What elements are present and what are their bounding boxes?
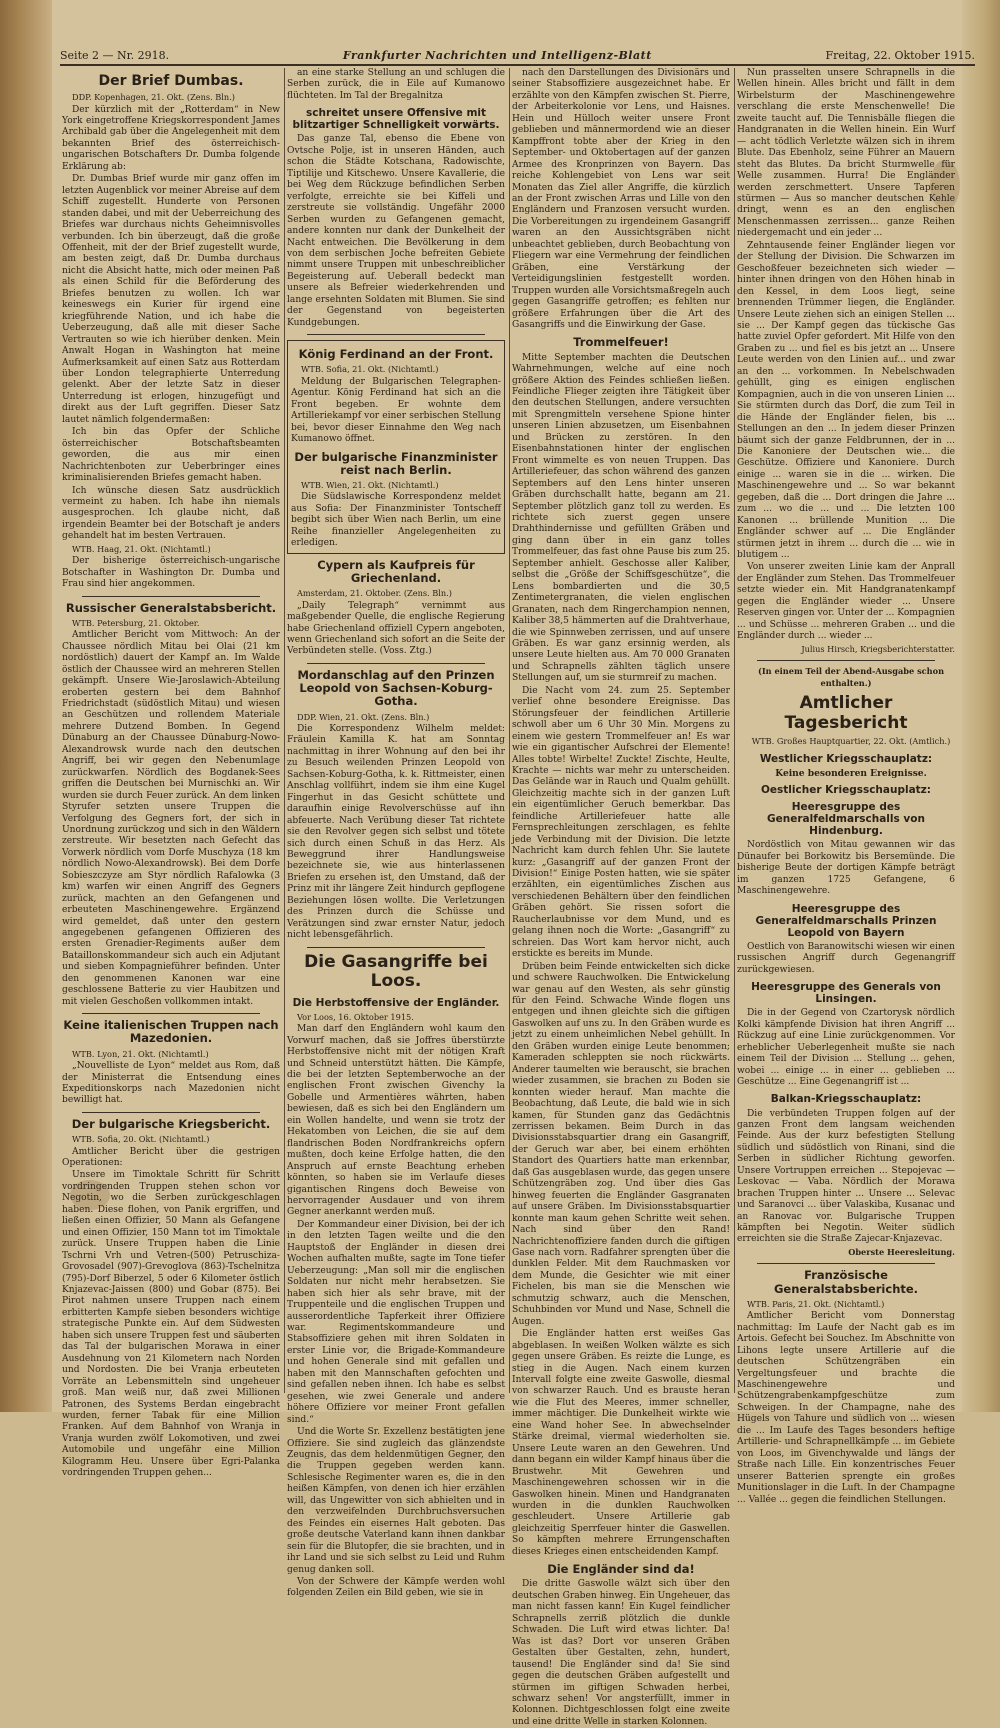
divider [757, 1263, 935, 1264]
headline: Russischer Generalstabsbericht. [65, 600, 277, 615]
paragraph: an eine starke Stellung an und schlugen die Serben zurück, die in Eile auf Kumanowo flüchteten. Im Tal der Bregalnitza [287, 68, 505, 101]
signature: Julius Hirsch, Kriegsberichterstatter. [801, 643, 955, 654]
paragraph: Oestlich von Baranowitschi wiesen wir einen russischen Angriff durch Gegenangriff zurückgewiesen. [737, 941, 955, 975]
paragraph: Von unserer zweiten Linie kam der Anprall der Engländer zum Stehen. Das Trommelfeuer setzte wieder ein. Mit Handgranatenkampf gegen die Engländer wieder ... Unsere Reserven gingen vor. Unter der ... Kompagnien ... und Schüsse ... mehreren Graben ... und die Engländer durch ... wieder ... [737, 562, 955, 642]
divider [757, 660, 935, 661]
paragraph: Amtlicher Bericht über die gestrigen Operationen: [62, 1146, 280, 1169]
paragraph: Meldung der Bulgarischen Telegraphen-Agentur. König Ferdinand hat sich an die Front begeben. Er wohnte dem Artilleriekampf vor einer serbischen Stellung bei, bevor dieser Einnahme den Weg nach Kumanowo öffnet. [291, 376, 501, 445]
divider [82, 596, 260, 597]
paragraph: „Daily Telegraph“ vernimmt aus maßgebender Quelle, die englische Regierung habe Griechenland offiziell Cypern angeboten, wenn Griechenland sich sofort an die Seite der Verbündeten stelle. (Voss. Ztg.) [287, 600, 505, 657]
divider [82, 1112, 260, 1113]
headline: Der Brief Dumbas. [98, 73, 244, 89]
dateline: WTB. Petersburg, 21. Oktober. [72, 617, 200, 628]
dateline: WTB. Sofia, 21. Okt. (Nichtamtl.) [301, 364, 439, 375]
headline: Mordanschlag auf den Prinzen Leopold von Sachsen-Koburg-Gotha. [297, 667, 495, 709]
paragraph: Ich wünsche diesen Satz ausdrücklich vermeint zu haben. Ich habe ihn niemals ausgesprochen. Ich glaube nicht, daß irgendein Beamter bei der Botschaft je anders gehandelt hat im besten Vertrauen. [62, 485, 280, 542]
subheadline: Oestlicher Kriegsschauplatz: [760, 784, 931, 797]
headline: Der bulgarische Kriegsbericht. [71, 1116, 271, 1131]
paragraph: Der Kommandeur einer Division, bei der ich in den letzten Tagen weilte und die den Hauptstoß der Engländer in diesen drei Wochen aufhalten mußte, sagte im Tone tiefer Ueberzeugung: „Man soll mir die englischen Soldaten nur nicht mehr herabsetzen. Sie haben sich hier als sehr brave, mit der Truppenteile und die englischen Truppen und ausserordentliche Tapferkeit ihrer Offiziere war. Regimentskommandeure und Stabsoffiziere gehen mit ihren Soldaten in erster Linie vor, die Brigade-Kommandeure und hohen Generale sind mit gefallen und haben mit den Mannschaften gefochten und sind gefallen neben ihnen. Ich habe es selbst gesehen, wie zwei Generale und andere höhere Offiziere vor meiner Front gefallen sind.“ [287, 1219, 505, 1425]
paragraph: Zehntausende feiner Engländer liegen vor der Stellung der Division. Die Schwarzen im Geschoßfeuer bezeichneten sich wieder — hinter ihnen dringen von den Höhen hinab in den Kessel, in dem Loos liegt, seine brennenden Trümmer liegen, die Engländer. Unsere Leute ziehen sich an einigen Stellen ... sie ... Der Kampf gegen das tückische Gas hatte zuviel Opfer gefordert. Mit Hilfe von den Graben zu ... und fiel es bis jetzt an ... Unsere Leute werden von den Linien auf... und zwar an den ... vorkommen. In Nebelschwaden gehüllt, ging es einigen englischen Kompagnien, auch in die von unseren Linien ... Sie stürmten durch das Dorf, die zum Teil in die Hände der Engländer fielen, bis ... Stellungen an den ... In jedem dieser Prinzen bäumt sich der ganze Feldbrunnen, der in ... Die Kanoniere der Deutschen wie... die Geschütze. Offiziere und Kanoniere. Durch einige ... waren sie in die ... wirken. Die Maschinengewehre und ... So war bekannt gegeben, daß die ... Dort dringen die Jahre ... zum ... wo die ... und ... Die letzten 100 Kanonen ... brüllende Munition ... Die Engländer schwer auf ... Die Engländer stürmen jetzt in ihrem ... durch die ... wie in blutigem ... [737, 240, 955, 561]
paragraph: Nordöstlich von Mitau gewannen wir das Dünaufer bei Borkowitz bis Bersemünde. Die bisherige Beute der dortigen Kämpfe beträgt im ganzen 1725 Gefangene, 6 Maschinengewehre. [737, 840, 955, 897]
headline: Der bulgarische Finanzminister reist nach Berlin. [294, 449, 498, 477]
paragraph: Das ganze Tal, ebenso die Ebene von Ovtsche Polje, ist in unseren Händen, auch schon die Städte Kotschana, Radowischte, Tiptilije und Kitschewo. Unsere Kavallerie, die bei Weg dem Rückzuge befindlichen Serben verfolgte, erreichte sie bei Kiffeli und zerstreute sie vollständig. Ungefähr 2000 Serben wurden zu Gefangenen gemacht, andere konnten nur dank der Dunkelheit der Nacht entweichen. Die Bevölkerung in dem von dem serbischen Joche befreiten Gebiete nimmt unsere Truppen mit unbeschreiblicher Begeisterung auf. Ueberall bedeckt man unsere als Befreier wiederkehrenden und lange ersehnten Soldaten mit Blumen. Sie sind der Gegenstand von begeisterten Kundgebungen. [287, 134, 505, 328]
paragraph: Die dritte Gaswolle wälzt sich über den deutschen Graben hinweg. Ein Ungeheuer, das man nicht fassen kann! Ein Kugel feindlicher Schrapnells zerriß plötzlich die dunkle Schwaden. Die Luft wird etwas lichter. Da! Was ist das? Dort vor unseren Gräben Gestalten über Gestalten, zehn, hundert, tausend! Die Engländer sind da! Sie sind gegen die deutschen Gräben aufgestellt und stürmen im giftigen Schwaden herbei, schwarz sehen! Vor angsterfüllt, immer in Kolonnen. Dichtgeschlossen folgt eine zweite und eine dritte Welle in starken Kolonnen. [512, 1579, 730, 1727]
column-rule [284, 68, 285, 1393]
dateline: DDP. Kopenhagen, 21. Okt. (Zens. Bln.) [72, 92, 235, 103]
subheadline: Trommelfeuer! [573, 335, 669, 350]
dateline: Amsterdam, 21. Oktober. (Zens. Bln.) [297, 588, 452, 599]
newspaper-title: Frankfurter Nachrichten und Intelligenz-Blatt [342, 48, 652, 62]
paragraph: Der kürzlich mit der „Rotterdam“ in New York eingetroffene Kriegskorrespondent James Archibald gab über die Angelegenheit mit dem bekannten Brief des österreichisch-ungarischen Botschafters Dr. Dumba folgende Erklärung ab: [62, 104, 280, 172]
paragraph: Man darf den Engländern wohl kaum den Vorwurf machen, daß sie Joffres überstürzte Herbstoffensive nicht mit der nötigen Kraft und Schneid unterstützt hätten. Die Kämpfe, die bei der letzten Septemberwoche an der englischen Front zwischen Givenchy la Gobelle und Armentières währten, haben bewiesen, daß es sich bei den Engländern um ein Wollen handelte, und wenn sie trotz der Hekatomben von Leichen, die sie auf dem flandrischen Boden Nordfrankreichs opfern mußten, doch keine Erfolge hatten, die den Anspruch auf ernste Beachtung erheben könnten, so haben sie im Verlaufe dieses gigantischen Ringens doch Beweise von hervorragender Ausdauer und von ihrem Gegner anerkannt werden muß. [287, 1024, 505, 1218]
subheadline: Die Herbstoffensive der Engländer. [292, 996, 500, 1009]
subheadline: Die Engländer sind da! [547, 1562, 695, 1577]
paragraph: Mitte September machten die Deutschen Wahrnehmungen, welche auf eine noch größere Aktion des Feindes schließen ließen. Feindliche Flieger zeigten ihre Tätigkeit über den deutschen Stellungen, andere versuchten mit Sprengmitteln versehene Spione hinter unseren Linien abzusetzen, um Eisenbahnen und Brücken zu zerstören. In den Eisenbahnstationen hinter der englischen Front wimmelte es von neuen Truppen. Das Artilleriefeuer, das schon während des ganzen Septembers auf den Lens hinter unseren Gräben durchschallt hatte, begann am 21. September plötzlich ganz toll zu werden. Es richtete sich zuerst gegen unsere Drahthindernisse und gefüllten Gräben und ging dann über in ein ganz tolles Trommelfeuer, das fast ohne Pause bis zum 25. September anhielt. Geschosse aller Kaliber, selbst die „Größe der Schiffsgeschütze“, die Lens bombardierten und die 30,5 Zentimetergranaten, die vielen englischen Granaten, nach dem Ringerchampion nennen, Kaliber 38,5 hämmerten auf die Drahtverhaue, die wie Spinnweben zerrissen, und auf unsere Gräben. Es war ganz ersinnig werden, als unsere Leute hielten aus. Am 70 000 Granaten und Schrapnells zählten täglich unsere Stellungen auf, um sie sturmreif zu machen. [512, 352, 730, 684]
dateline: WTB. Haag, 21. Okt. (Nichtamtl.) [72, 543, 211, 554]
divider [307, 334, 485, 335]
paragraph: Keine besonderen Ereignisse. [775, 767, 927, 779]
divider [307, 663, 485, 664]
dateline: WTB. Sofia, 20. Okt. (Nichtamtl.) [72, 1134, 210, 1145]
divider [307, 947, 485, 948]
headline: Cypern als Kaufpreis für Griechenland. [317, 557, 475, 585]
dateline: Vor Loos, 16. Oktober 1915. [297, 1011, 414, 1022]
edition-note: (In einem Teil der Abend-Ausgabe schon enthalten.) [757, 666, 945, 688]
paragraph: Der bisherige österreichisch-ungarische Botschafter in Washington Dr. Dumba und Frau sind hier angekommen. [62, 556, 280, 590]
paragraph: Amtlicher Bericht vom Donnerstag nachmittag: Im Laufe der Nacht gab es im Artois. Gefecht bei Souchez. Im Abschnitte von Lihons legte unsere Artillerie auf die deutschen Schützengräben ein Vergeltungsfeuer und brachte die Maschinengewehre und Schützengrabenkampfgeschütze zum Schweigen. In der Champagne, nahe des Hügels von Tahure und südlich von ... wiesen die ... Im Laufe des Tages besonders heftige Artillerie- und Schrapnellkämpfe ... im Gebiete von Loos, im Givenchywalde und längs der Straße nach Lille. Ein konzentrisches Feuer unserer Batterien sprengte ein großes Munitionslager in die Luft. In der Champagne ... Vallée ... gegen die feindlichen Stellungen. [737, 1311, 955, 1505]
paragraph: Die Engländer hatten erst weißes Gas abgeblasen. In weißen Wolken wälzte es sich gegen unsere Gräben. Es reizte die Lunge, es stieg in die Augen. Nach einem kurzen Intervall folgte eine zweite Gaswolle, diesmal von schwarzer Rauch. Und es brauste heran wie die Flut des Meeres, immer schneller, immer mächtiger. Die Dunkelheit wirkte wie eine Wand hoher See. In abwechselnder Stärke dreimal, viermal wiederholten sie. Unsere Leute waren an den Gewehren. Und dann begann ein wilder Kampf hinaus über die Brustwehr. Mit Gewehren und Maschinengewehren schossen wir in die Gaswolken hinein. Minen und Handgranaten wurden in die dunklen Rauchwolken geschleudert. Unsere Artillerie gab gleichzeitig Sperrfeuer hinter die Gaswellen. So kämpften mehrere Errungenschaften dieses Krieges einen entscheidenden Kampf. [512, 1329, 730, 1557]
paragraph: Die verbündeten Truppen folgen auf der ganzen Front dem langsam weichenden Feinde. Aus der kurz befestigten Stellung südlich und südöstlich von Rinani, sind die Serben in südlicher Richtung geworfen. Unsere Vortruppen erreichen ... Stepojevac — Leskovac — Vaba. Nördlich der Morawa brachen Truppen hinter ... Unsere ... Selevac und Saranovci ... über Valaskiba, Kusanac und an Ranovac vor. Bulgarische Truppen kämpften bei Negotin. Weiter südlich erreichten sie die Straße Zajecar-Knjazevac. [737, 1108, 955, 1245]
headline: Französische Generalstabsberichte. [773, 1268, 919, 1296]
paragraph: Nun prasselten unsere Schrapnells in die Wellen hinein. Alles bricht und fällt in dem Wirbelsturm der Maschinengewehre verschlang die erste Menschenwelle! Die zweite taucht auf. Die Tennisbälle fliegen die Handgranaten in die Wellen hinein. Ein Wurf — acht tödlich Verletzte wälzen sich in ihrem Blute. Das Ebenholz, seine Führer an Mauern steht das Blutes. Da bricht Sturmwelle für Welle zusammen. Hurra! Die Engländer werden zerschmettert. Unsere Tapferen stürmen — Aus so mancher deutschen Kehle dringt, wenn es an den englischen Menschenmassen zerrissen... ganze Reihen niedergemacht und ein jeder ... [737, 68, 955, 239]
paragraph: Die in der Gegend von Czartorysk nördlich Kolki kämpfende Division hat ihren Angriff ... Rückzug auf eine Linie zurückgenommen. Vor erheblicher Ueberlegenheit mußte sie nach einem Teil der Division ... Stellung ... gehen, wobei ... einige ... in einer ... geblieben ... Geschütze ... Eine Gegenangriff ist ... [737, 1008, 955, 1087]
paragraph: Die Korrespondenz Wilhelm meldet: Fräulein Kamilla K. hat am Sonntag nachmittag in ihrer Wohnung auf den bei ihr zu Besuch weilenden Prinzen Leopold von Sachsen-Koburg-Gotha, k. k. Rittmeister, einen Anschlag vollführt, indem sie ihm eine Kugel Fingerhut in das Gesicht schüttete und daraufhin einige Revolverschüsse auf ihn abfeuerte. Nach Verübung dieser Tat richtete sie den Revolver gegen sich selbst und tötete sich durch einen Schuß in das Herz. Als Beweggrund ihrer Handlungsweise bezeichnete sie, wie aus hinterlassenen Briefen zu ersehen ist, den Umstand, daß der Prinz mit ihr längere Zeit hindurch gepflogene Beziehungen lösen wollte. Die Verletzungen des Prinzen durch die Schüsse und Verätzungen sind zwar ernster Natur, jedoch nicht lebensgefährlich. [287, 724, 505, 941]
column-3 [512, 68, 730, 1727]
header-rule [60, 64, 975, 66]
column-4 [737, 68, 955, 1505]
column-rule [734, 68, 735, 1393]
paragraph: Drüben beim Feinde entwickelten sich dicke und schwere Rauchwolken. Die Entwickelung war genau auf den Westen, als sehr günstig für den Feind. Schwache Winde flogen uns entgegen und ihnen gleichte sich die giftigen Gaswolken auf uns zu. In den Gräben wurde es jetzt zu einem unheimlichen Nebel gehüllt. In den Gräben wurden einige Leute benommen; Kameraden schleppten sie noch rückwärts. Anderer taumelten wie berauscht, sie brachen wieder zusammen, sie brachen zu Boden sie konnten wieder herauf. Man machte die Beobachtung, daß Leute, die bald wie in sich kamen, für Stunden ganz das Gedächtnis zerrissen bekamen. Beim Durch in das Divisionsstabsquartier drang ein Gasangriff, der Geruch war aber, bei einem erhöhten Standort des Quartiers hatte man erkennbar, daß Gas ausgeblasen wurde, das gegen unsere Schützengräben zog. Und über dies Gas hinweg feuerten die Engländer Gasgranaten auf unsere Gräben. Im Divisionsstabsquartier konnte man kaum gehen Schritte weit sehen. Nach sind über den Rand! Nachrichtenoffiziere fanden durch die giftigen Gase nach vorn. Radfahrer sprengten über die dunklen Felder. Mit dem Rauchmasken vor dem Munde, die Gesichter wie mit einer Fichelen, bis man sie die Menschen wie schmutzig schwarz, auch die Menschen, Schuhbinden vor Mund und Nase, Schnell die Augen. [512, 961, 730, 1327]
headline: Amtlicher Tagesbericht [784, 693, 908, 733]
issue-date: Freitag, 22. Oktober 1915. [825, 48, 975, 62]
column-2 [287, 68, 505, 1599]
dateline: DDP. Wien, 21. Okt. (Zens. Bln.) [297, 711, 430, 722]
paragraph: Und die Worte Sr. Exzellenz bestätigten jene Offiziere. Sie sind zugleich das glänzendste Zeugnis, das dem heldenmütigen Gegner, den die Truppen gegeben werden kann. Schlesische Regimenter waren es, die in den heißen Kämpfen, von denen ich hier erzählen will, das Ungewitter von sich abhielten und in den verzweifelnden Durchbruchsversuchen des Feindes ein eisernes Halt geboten. Das große deutsche Vaterland kann ihnen dankbar sein für die Blutopfer, die sie brachten, und in ihr Land und sie sich selbst zu Leid und Ruhm genug danken soll. [287, 1427, 505, 1575]
signature: Oberste Heeresleitung. [848, 1246, 955, 1257]
subheadline: schreitet unsere Offensive mit blitzartiger Schnelligkeit vorwärts. [292, 107, 500, 132]
binding-edge [0, 0, 52, 1412]
column-rule [509, 68, 510, 1393]
column-1 [62, 68, 280, 1479]
paragraph: „Nouvelliste de Lyon“ meldet aus Rom, daß der Ministerrat die Entsendung eines Expeditionskorps nach Mazedonien nicht bewilligt hat. [62, 1061, 280, 1106]
subheadline: Heeresgruppe des Generalfeldmarschalls Prinzen Leopold von Bayern [755, 902, 937, 939]
subheadline: Balkan-Kriegsschauplatz: [770, 1093, 922, 1106]
subheadline: Heeresgruppe des Generalfeldmarschalls von Hindenburg. [767, 801, 925, 838]
paragraph: Die Südslawische Korrespondenz meldet aus Sofia: Der Finanzminister Tontscheff begibt sich über Wien nach Berlin, um eine Reihe finanzieller Angelegenheiten zu erledigen. [291, 492, 501, 549]
paragraph: Dr. Dumbas Brief wurde mir ganz offen im letzten Augenblick vor meiner Abreise auf dem Schiff zugestellt. Hunderte von Personen standen dabei, und mit der Ueberreichung des Briefes war durchaus nichts Geheimnisvolles verbunden. Ich bin überzeugt, daß die große Offenheit, mit der der Brief zugestellt wurde, am besten zeigt, daß Dr. Dumba durchaus nicht die Absicht hatte, mich oder meinen Paß als einen Schild für die Beförderung des Briefes benutzen zu wollen. Ich war keineswegs ein Kurier für irgend eine kriegführende Nation, und ich habe die Ueberzeugung, daß alle mit dieser Sache Vertrauten so wie ich hierüber denken. Mein Anwalt Hogan in Washington hat meine Aufmerksamkeit auf einen Satz aus Rotterdam über London telegraphierte Unterredung gelenkt. Aber der letzte Satz in dieser Unterredung ist erlogen, hinzugefügt und direkt aus der Luft gegriffen. Dieser Satz lautet nämlich folgendermaßen: [62, 174, 280, 425]
subheadline: Heeresgruppe des Generals von Linsingen. [751, 981, 941, 1006]
headline: König Ferdinand an der Front. [298, 347, 494, 362]
subheadline: Westlicher Kriegsschauplatz: [759, 752, 933, 765]
page-header [60, 46, 975, 64]
dateline: WTB. Großes Hauptquartier, 22. Okt. (Amtlich.) [751, 736, 951, 747]
headline: Die Gasangriffe bei Loos. [304, 951, 488, 992]
divider [82, 1013, 260, 1014]
paragraph: nach den Darstellungen des Divisionärs und seiner Stabsoffiziere ausgezeichnet habe. Er erzählte von den Kämpfen zwischen St. Pierre, der Arbeiterkolonie vor Lens, und Haisnes. Hein und Hülloch weiter unsere Front geblieben und männermordend wie an dieser Kampffront tobte aber der Krieg in den September- und Oktobertagen auf der ganzen Armee des Kronprinzen von Bayern. Das reiche Kohlengebiet von Lens war seit Monaten das Ziel aller Angriffe, die kürzlich an der Front zwischen Arras und Lille von den Engländern und Franzosen versucht wurden. Die Vorbereitungen zu irgendeinem Gasangriff waren an den Aussichtsgräben nicht unbeachtet geblieben, durch Beobachtung von Fliegern war eine Vermehrung der feindlichen Gräben, eine Verstärkung der Verteidigungslinien festgestellt worden. Truppen wurden alle Vorsichtsmaßregeln auch gegen Gasangriffe getroffen; es fehlten nur größere Erfahrungen über die Art des Gasangriffs und die Einwirkung der Gase. [512, 68, 730, 330]
page-number: Seite 2 — Nr. 2918. [60, 48, 170, 62]
page-edge [962, 0, 1000, 1412]
dateline: WTB. Paris, 21. Okt. (Nichtamtl.) [747, 1298, 885, 1309]
paragraph: Unsere im Timoktale Schritt für Schritt vordringenden Truppen stehen schon vor Negotin, wo die Serben zurückgeschlagen haben. Diese flohen, von Panik ergriffen, und ließen einen Offizier, 50 Mann als Gefangene und einen Offizier, 150 Mann tot im Timoktale zurück. Unsere Truppen haben die Linie Tschrni Vrh und Vetren-(500) Petruschiza-Grovosadel (907)-Grevoglova (863)-Tschelnitza (795)-Dorf Biberzel, 5 oder 6 Kilometer östlich Knjazevac-Jaissen (800) und Gobar (875). Bei Pirot nahmen unsere Truppen nach einem erbitterten Kampfe sieben besonders wichtige strategische Punkte ein. Auf dem Südwesten haben sich unsere Truppen fest und säuberten das Tal der bulgarischen Morawa in einer Ausdehnung von 21 Kilometern nach Norden und Nordosten. Die bei Vranja erbeuteten Vorräte an Lebensmitteln sind ungeheuer groß. Man weiß nur, daß zwei Millionen Patronen, des Systems Berdan eingebracht wurden, ferner Tabak für eine Million Franken. Auf dem Bahnhof von Wranja in Vranja wurden zwölf Lokomotiven, und zwei Automobile und ungefähr eine Million Kilogramm Heu. Unsere über Egri-Palanka vordringenden Truppen gehen... [62, 1170, 280, 1479]
paragraph: Die Nacht vom 24. zum 25. September verlief ohne besondere Ereignisse. Das Störungsfeuer der feindlichen Artillerie schwoll aber um 6 Uhr 30 Min. Morgens zu einem wie gestern Trommelfeuer an! Es war wie ein gigantischer Aufschrei der Elemente! Alles tobte! Wirbelte! Zuckte! Zischte, Heulte, Krachte — nichts war mehr zu unterscheiden. Das Gelände war in Rauch und Qualm gehüllt. Gleichzeitig machte sich in der ganzen Luft ein eigentümlicher Geruch bemerkbar. Das feindliche Artilleriefeuer hatte alle Fernsprechleitungen zerschlagen, es fehlte jede Verbindung mit der Division. Die letzte Nachricht kam durch fehlen Uhr. Sie lautete kurz: „Gasangriff auf der ganzen Front der Division!“ Einige Posten hatten, wie sie später erzählten, ein eigentümliches Zischen aus verschiedenen Behältern über den feindlichen Gräben gehört. Sie rissen sofort die Raucherlaubnisse vor dem Mund, und es gelang ihnen noch die Worte: „Gasangriff“ zu schreien. Das Wort kam hervor nicht, auch erstickte es bereits im Munde. [512, 685, 730, 960]
paragraph: Von der Schwere der Kämpfe werden wohl folgenden Zeilen ein Bild geben, wie sie in [287, 1576, 505, 1599]
paragraph: Amtlicher Bericht vom Mittwoch: An der Chaussee nördlich Mitau bei Olai (21 km nordöstlich) dauert der Kampf an. Im Walde östlich der Chaussee wird an mehreren Stellen gekämpft. Unsere Wie-Jaroslawich-Abteilung eroberten gestern bei dem Bahnhof Friedrichstadt (südöstlich Mitau) und wiesen an Geschützen und rollendem Materiale mehrere Dutzend Bomben. In Gegend Dünaburg an der Chaussee Dünaburg-Nowo-Alexandrowsk wurde nach den deutschen Angriff, bei wir gegen den Nebenumlage zurückwarfen. Nördlich des Bogdanek-Sees griffen die Deutschen bei Murnischki an. Wir wurden sie durch Feuer zurück. An dem linken Styrufer setzten unsere Truppen die Verfolgung des Gegners fort, der sich in Unordnung zurückzog und sich in den Wäldern zerstreute. Wir besetzten nach Gefecht das Vorwerk nördlich vom Dorfe Muschyza (18 km nördlich Nowo-Alexandrowsk). Bei dem Dorfe Sobieszczyze am Styr nördlich Rafalowka (3 km) warfen wir einen Angriff des Gegners zurück, machten an den Gefangenen und erbeuteten Maschinengewehre. Ergänzend wird gemeldet, daß unter den gestern angegebenen gefangenen Offizieren des ersten Grenadier-Regiments außer dem Bataillonskommandeur sich auch ein Adjutant und sieben Kompagnieführer befinden. Unter den genommenen Kanonen war eine geschlossene Batterie zu vier Haubitzen und mit vielen Geschoßen vollkommen intakt. [62, 630, 280, 1007]
headline: Keine italienischen Truppen nach Mazedonien. [63, 1018, 279, 1046]
dateline: WTB. Lyon, 21. Okt. (Nichtamtl.) [72, 1048, 209, 1059]
dateline: WTB. Wien, 21. Okt. (Nichtamtl.) [301, 480, 439, 491]
paragraph: Ich bin das Opfer der Schliche österreichischer Botschaftsbeamten geworden, die aus mir einen Nachrichtenboten zur Ueberbringer eines kriminalisierenden Briefes gemacht haben. [62, 427, 280, 484]
